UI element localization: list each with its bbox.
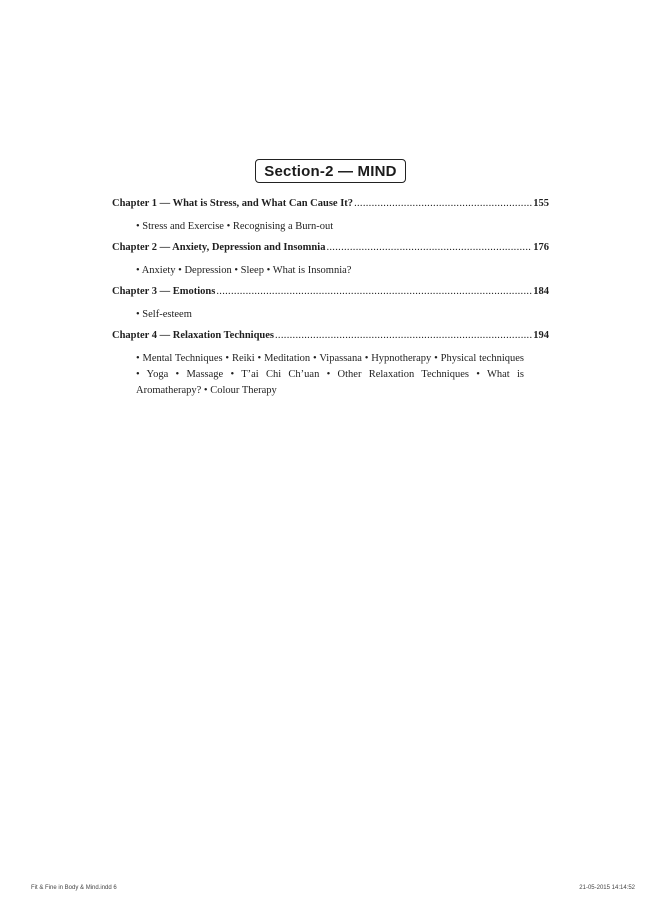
toc-entry-chapter-4 xyxy=(112,329,549,399)
dot-leader xyxy=(354,197,532,211)
chapter-line xyxy=(112,329,549,343)
chapter-topics: • Stress and Exercise • Recognising a Burn-out xyxy=(136,221,334,232)
chapter-page-number: 184 xyxy=(533,286,549,297)
dot-leader xyxy=(326,241,532,255)
chapter-page-number: 155 xyxy=(533,198,549,209)
dot-leader xyxy=(216,285,532,299)
footer-file-name: Fit & Fine in Body & Mind.indd 6 xyxy=(31,885,117,891)
table-of-contents xyxy=(112,197,549,405)
chapter-title: Chapter 4 — Relaxation Techniques xyxy=(112,330,274,341)
chapter-line xyxy=(112,285,549,299)
chapter-title: Chapter 3 — Emotions xyxy=(112,286,216,297)
chapter-line xyxy=(112,197,549,211)
toc-entry-chapter-3 xyxy=(112,285,549,323)
toc-entry-chapter-1 xyxy=(112,197,549,235)
section-heading xyxy=(255,159,406,183)
chapter-title: Chapter 2 — Anxiety, Depression and Insomnia xyxy=(112,242,326,253)
chapter-page-number: 194 xyxy=(533,330,549,341)
chapter-page-number: 176 xyxy=(533,242,549,253)
footer-timestamp: 21-05-2015 14:14:52 xyxy=(579,885,635,891)
chapter-topics: • Self-esteem xyxy=(136,309,192,320)
dot-leader xyxy=(275,329,532,343)
section-title: Section-2 — MIND xyxy=(264,162,397,180)
chapter-title: Chapter 1 — What is Stress, and What Can Cause It? xyxy=(112,198,354,209)
toc-entry-chapter-2 xyxy=(112,241,549,279)
chapter-line xyxy=(112,241,549,255)
chapter-topics: • Mental Techniques • Reiki • Meditation • Vipassana • Hypnotherapy • Physical techniques • Yoga • Massage • T’ai Chi Ch’uan • Other Relaxation Techniques • What is Aromatherapy? • Colour Therapy xyxy=(136,353,524,396)
chapter-topics: • Anxiety • Depression • Sleep • What is Insomnia? xyxy=(136,265,352,276)
